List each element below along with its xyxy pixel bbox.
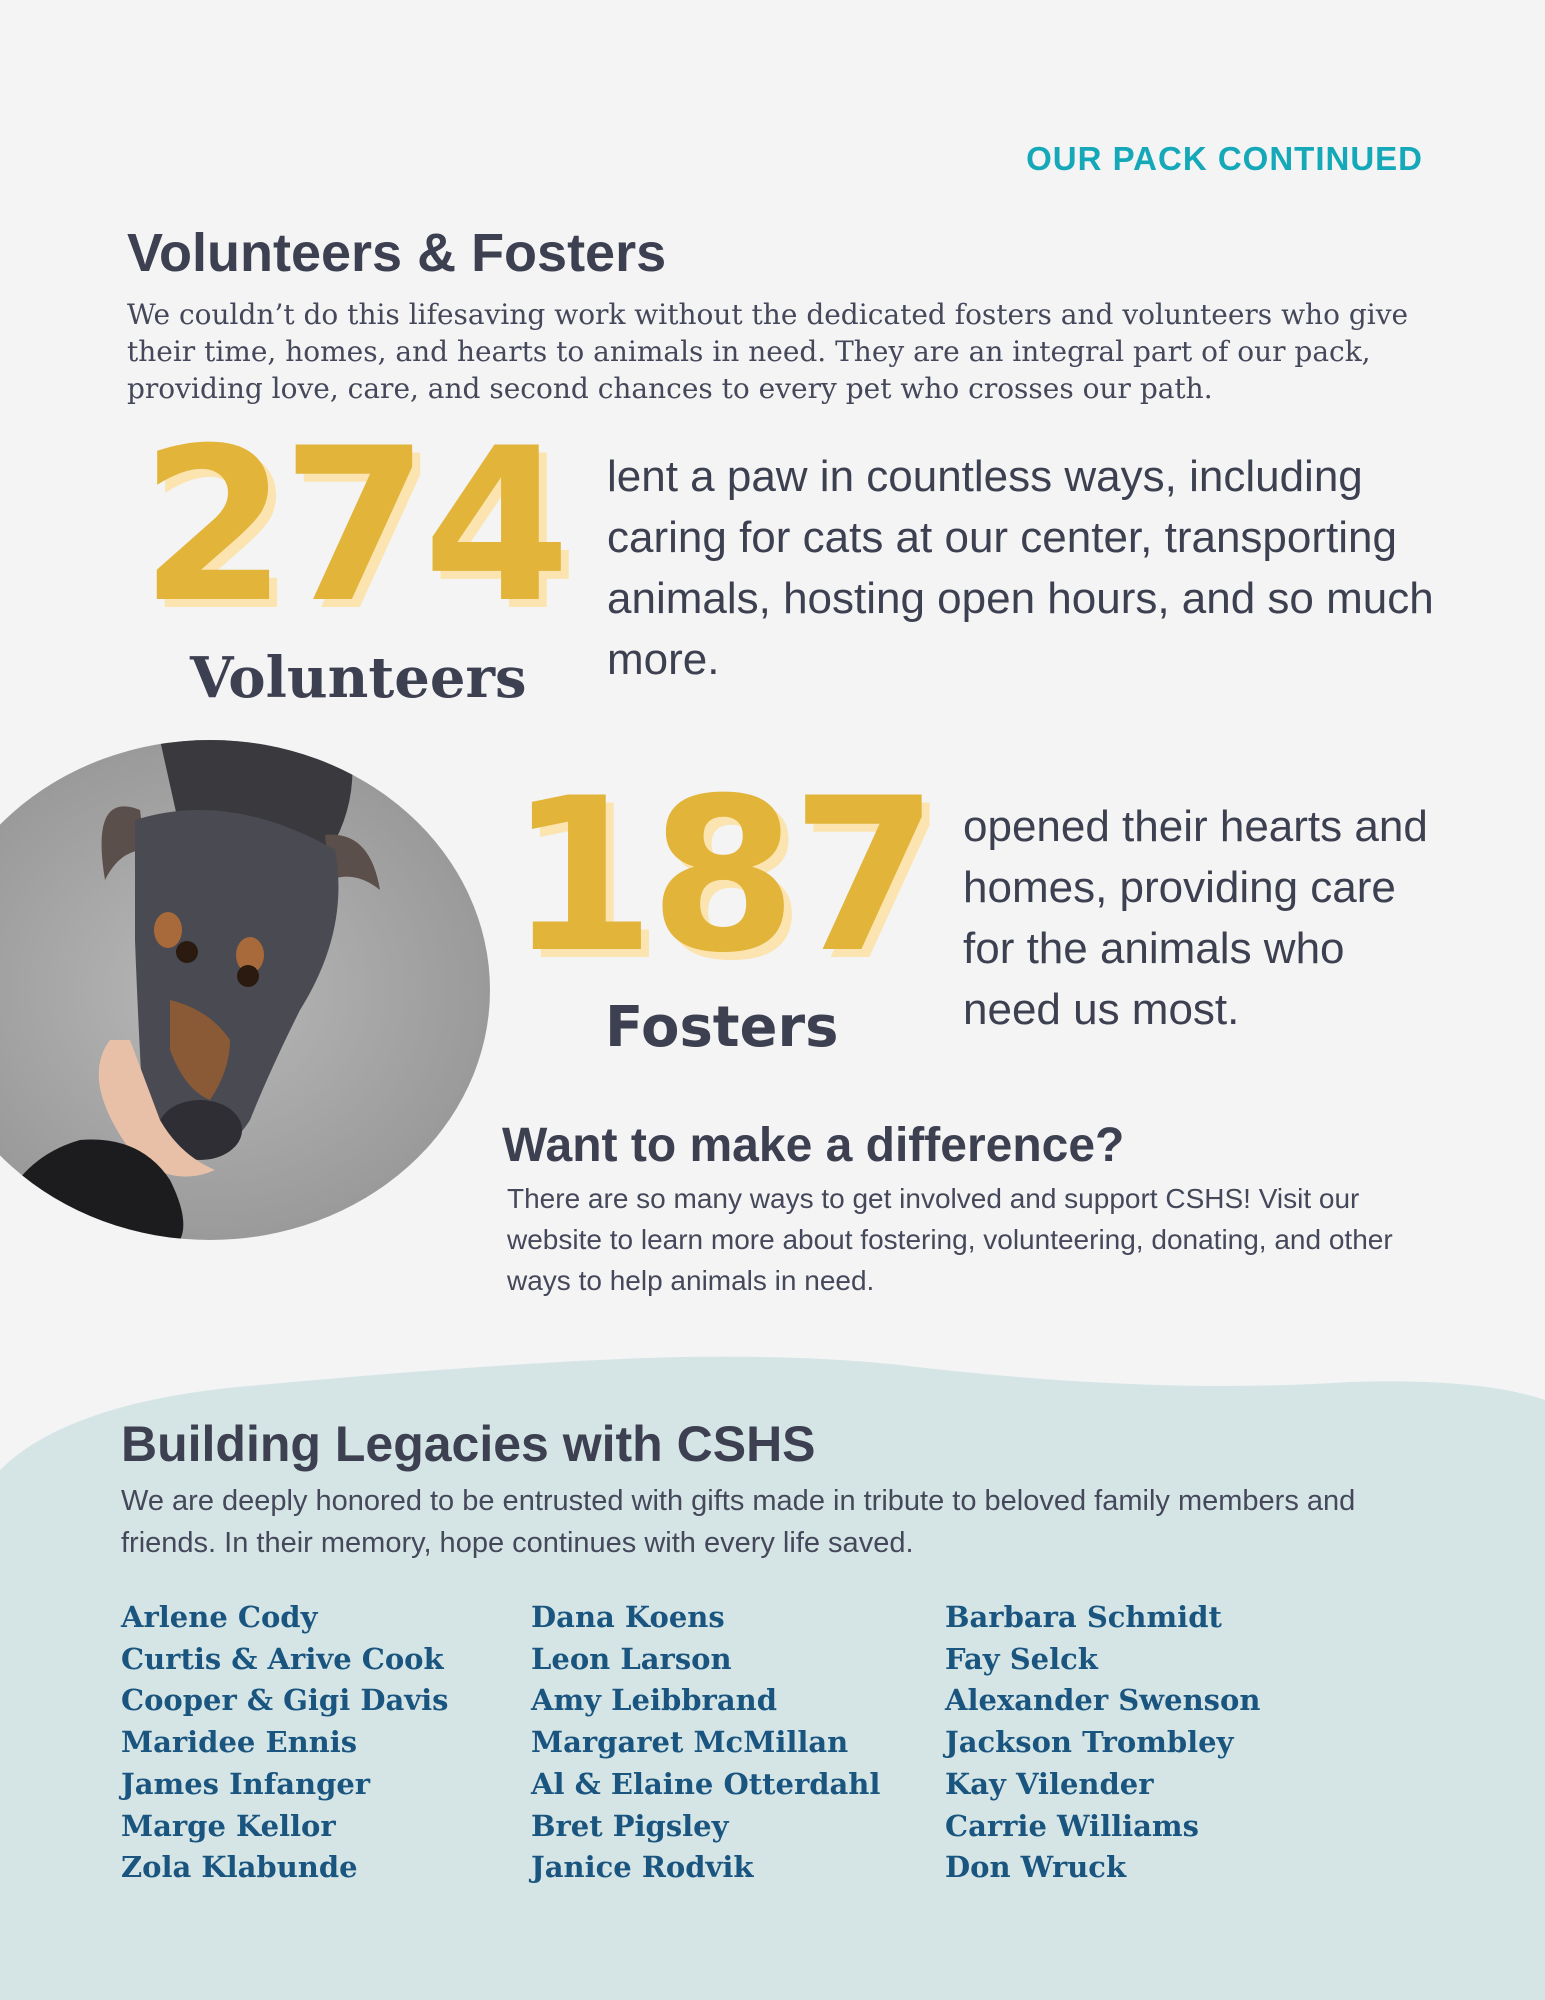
dog-photo (0, 740, 490, 1240)
volunteers-label: Volunteers (190, 645, 527, 711)
tribute-name: Curtis & Arive Cook (121, 1641, 444, 1676)
tribute-name: Arlene Cody (121, 1600, 318, 1634)
doberman-illustration (0, 740, 490, 1240)
tribute-name: Fay Selck (945, 1641, 1098, 1676)
difference-heading: Want to make a difference? (502, 1119, 1125, 1172)
tribute-name: Kay Vilender (945, 1766, 1154, 1801)
fosters-label: Fosters (605, 995, 839, 1060)
tribute-name: Carrie Williams (945, 1808, 1199, 1843)
intro-paragraph: We couldn’t do this lifesaving work without the dedicated fosters and volunteers who give their time, homes, and hearts to animals in need. They are an integral part of our pack, providing love, care, and second chances to every pet who crosses our path. (127, 298, 1409, 405)
tribute-name: Barbara Schmidt (945, 1600, 1222, 1634)
volunteers-count: 274 (140, 402, 565, 649)
tribute-name: Dana Koens (531, 1600, 725, 1634)
fosters-description: opened their hearts and homes, providing care for the animals who need us most. (963, 802, 1428, 1034)
volunteers-description: lent a paw in countless ways, including caring for cats at our center, transporting animals, hosting open hours, and so much more. (607, 452, 1434, 684)
tribute-name: Don Wruck (945, 1850, 1127, 1885)
tribute-name: Janice Rodvik (531, 1850, 754, 1885)
tribute-name: Leon Larson (531, 1641, 732, 1676)
tribute-name: Marge Kellor (121, 1808, 336, 1843)
tribute-name: Bret Pigsley (531, 1808, 729, 1843)
tribute-names-column-2 (531, 1597, 880, 1889)
tribute-names-column-1 (121, 1597, 448, 1889)
tribute-name: Maridee Ennis (121, 1725, 358, 1760)
tribute-name: Margaret McMillan (531, 1725, 849, 1760)
tribute-name: Jackson Trombley (945, 1725, 1234, 1760)
tribute-name: Al & Elaine Otterdahl (531, 1766, 881, 1801)
fosters-count: 187 (508, 752, 933, 999)
section-kicker: OUR PACK CONTINUED (1026, 140, 1423, 177)
tribute-name: Zola Klabunde (121, 1850, 358, 1885)
difference-paragraph: There are so many ways to get involved and support CSHS! Visit our website to learn more about fostering, volunteering, donating, and other ways to help animals in need. (507, 1183, 1393, 1296)
tribute-name: James Infanger (121, 1766, 371, 1801)
legacies-paragraph: We are deeply honored to be entrusted with gifts made in tribute to beloved family members and friends. In their memory, hope continues with every life saved. (121, 1485, 1356, 1559)
tribute-name: Amy Leibbrand (531, 1683, 777, 1718)
legacies-heading: Building Legacies with CSHS (121, 1416, 816, 1472)
tribute-names-column-3 (945, 1597, 1260, 1889)
tribute-name: Alexander Swenson (945, 1683, 1261, 1718)
tribute-name: Cooper & Gigi Davis (121, 1683, 449, 1718)
page-title: Volunteers & Fosters (127, 223, 667, 283)
